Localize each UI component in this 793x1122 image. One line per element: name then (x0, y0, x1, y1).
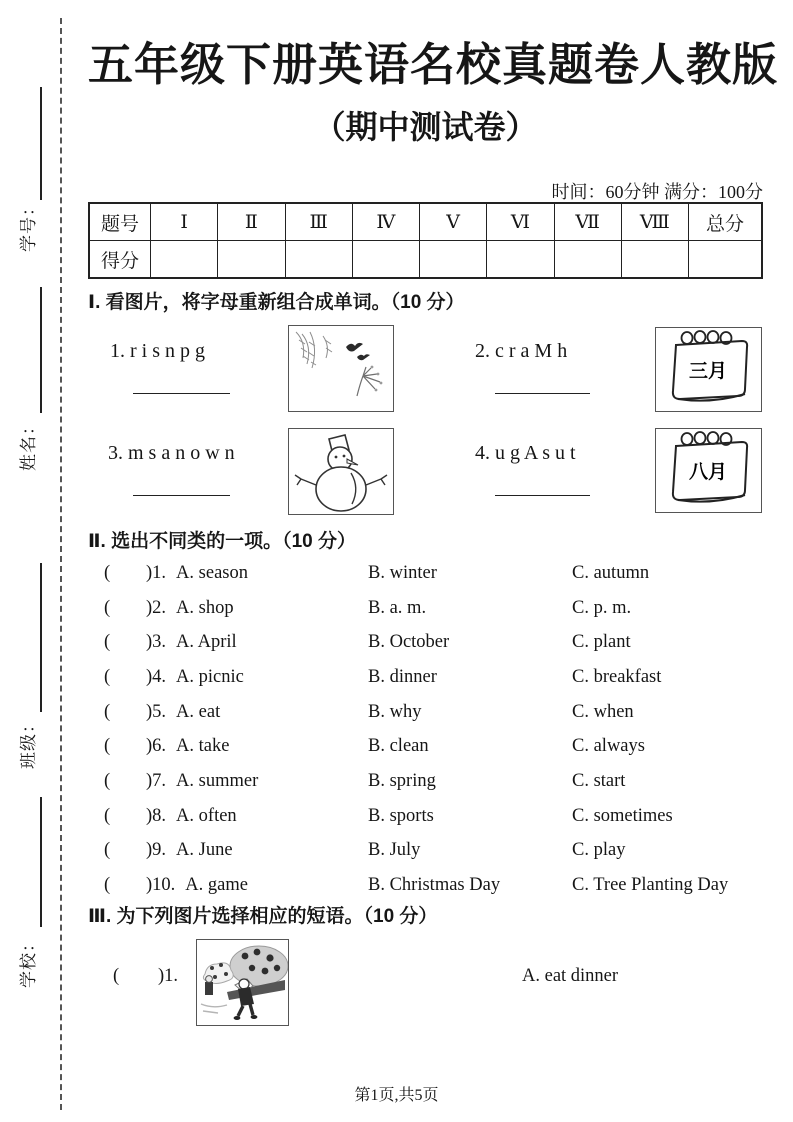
section2-heading: Ⅱ. 选出不同类的一项。（10 分） (88, 531, 356, 552)
bird-icon (346, 343, 363, 352)
question-row (104, 556, 744, 591)
calendar-month-text: 八月 (688, 462, 728, 483)
answer-line (495, 393, 590, 394)
question-left-col (104, 563, 368, 584)
score-empty-cell (352, 241, 419, 279)
question-row (104, 591, 744, 626)
answer-blank: ( (104, 562, 111, 583)
class-blank-line (40, 563, 42, 712)
option-b: B. clean (368, 736, 429, 757)
class-label: 班级： (18, 715, 38, 769)
spring-scene-drawing (289, 326, 393, 411)
score-table-header-row (89, 203, 762, 241)
answer-blank: ( (104, 875, 111, 896)
apple-picking-drawing (197, 940, 288, 1025)
score-table-cell: Ⅵ (487, 203, 554, 241)
option-c: C. Tree Planting Day (572, 875, 729, 896)
option-a: A. shop (176, 597, 234, 618)
question-row (104, 799, 744, 834)
question-row (104, 868, 744, 903)
question-number: )2. (146, 597, 167, 618)
section3-heading: Ⅲ. 为下列图片选择相应的短语。（10 分） (88, 906, 438, 927)
score-empty-cell (554, 241, 621, 279)
unscramble-item-2: 2. c r a M h (475, 340, 568, 362)
question-number: )8. (146, 805, 167, 826)
question-row (104, 660, 744, 695)
answer-blank: ( (104, 597, 111, 618)
question-left-col (104, 702, 368, 723)
answer-line (133, 393, 230, 394)
unscramble-item-1: 1. r i s n p g (110, 340, 205, 362)
score-table-cell: 总分 (689, 203, 763, 241)
answer-blank: ( (104, 666, 111, 687)
question-row (104, 764, 744, 799)
question-left-col (104, 771, 368, 792)
question-number: )5. (146, 701, 167, 722)
question-row (104, 695, 744, 730)
question-row (104, 729, 744, 764)
question-number: )1. (158, 966, 179, 986)
option-a: A. summer (176, 770, 259, 791)
paper-title: 五年级下册英语名校真题卷人教版 (88, 40, 779, 90)
question-number: )3. (146, 632, 167, 653)
question-number: )9. (146, 840, 167, 861)
bird-icon (357, 354, 370, 360)
unscramble-item-4: 4. u g A s u t (475, 442, 576, 464)
option-b: B. sports (368, 805, 434, 826)
question-number: )7. (146, 770, 167, 791)
student-number-blank-line (40, 87, 42, 200)
option-b: B. spring (368, 770, 436, 791)
apple-picking-image (196, 939, 289, 1026)
question-left-col (104, 840, 368, 861)
score-table (88, 202, 763, 279)
question-row (104, 834, 744, 869)
answer-blank: ( (104, 770, 111, 791)
option-c: C. start (572, 770, 626, 791)
august-calendar-image (655, 428, 762, 513)
option-c: C. plant (572, 632, 631, 653)
option-c: C. always (572, 736, 645, 757)
option-a: A. picnic (176, 666, 244, 687)
score-table-cell: Ⅰ (151, 203, 218, 241)
spring-image (288, 325, 394, 412)
question-left-col (104, 875, 368, 896)
answer-blank: ( (104, 632, 111, 653)
paper-subtitle: （期中测试卷） (313, 109, 538, 145)
score-table-cell: Ⅴ (420, 203, 487, 241)
march-calendar-image (655, 327, 762, 412)
score-empty-cell (285, 241, 352, 279)
option-a: A. eat (176, 701, 221, 722)
score-row-label: 得分 (89, 241, 151, 279)
option-c: C. p. m. (572, 597, 632, 618)
option-c: C. autumn (572, 562, 650, 583)
section2-question-list (104, 556, 744, 903)
unscramble-item-3: 3. m s a n o w n (108, 442, 235, 464)
snowman-image (288, 428, 394, 515)
answer-blank: ( (104, 701, 111, 722)
phrase-option-a: A. eat dinner (522, 966, 619, 986)
question-row (104, 625, 744, 660)
time-and-score-info: 时间：60分钟 满分：100分 (551, 182, 763, 202)
answer-blank: ( (104, 736, 111, 757)
score-empty-cell (487, 241, 554, 279)
option-a: A. take (176, 736, 230, 757)
option-b: B. dinner (368, 666, 437, 687)
option-b: B. Christmas Day (368, 875, 501, 896)
score-table-cell: Ⅲ (285, 203, 352, 241)
question-left-col (104, 598, 368, 619)
option-a: A. often (176, 805, 237, 826)
name-blank-line (40, 287, 42, 413)
option-b: B. why (368, 701, 422, 722)
option-a: A. June (176, 840, 233, 861)
option-c: C. when (572, 701, 634, 722)
calendar-drawing (656, 328, 761, 411)
question-number: )6. (146, 736, 167, 757)
answer-blank: ( (113, 966, 120, 986)
score-table-cell: Ⅱ (218, 203, 285, 241)
page-number: 第1页,共5页 (354, 1087, 439, 1104)
option-a: A. game (185, 875, 248, 896)
question-left-col (104, 806, 368, 827)
score-empty-cell (689, 241, 763, 279)
school-blank-line (40, 797, 42, 927)
option-a: A. season (176, 562, 248, 583)
score-empty-cell (151, 241, 218, 279)
section1-heading: Ⅰ. 看图片，将字母重新组合成单词。（10 分） (88, 292, 465, 313)
question-left-col (104, 736, 368, 757)
option-b: B. a. m. (368, 597, 427, 618)
question-left-col (104, 632, 368, 653)
question-number: )4. (146, 666, 167, 687)
score-table-cell: Ⅷ (621, 203, 688, 241)
option-c: C. breakfast (572, 666, 662, 687)
option-c: C. sometimes (572, 805, 673, 826)
question-left-col (104, 667, 368, 688)
option-b: B. winter (368, 562, 437, 583)
answer-blank: ( (104, 840, 111, 861)
school-label: 学校： (18, 934, 38, 988)
score-empty-cell (621, 241, 688, 279)
score-empty-cell (420, 241, 487, 279)
answer-blank: ( (104, 805, 111, 826)
question-number: )1. (146, 562, 167, 583)
answer-line (495, 495, 590, 496)
option-b: B. October (368, 632, 450, 653)
calendar-month-text: 三月 (688, 361, 728, 382)
score-table-cell: Ⅶ (554, 203, 621, 241)
student-number-label: 学号： (18, 198, 38, 252)
score-empty-cell (218, 241, 285, 279)
binding-dashed-line (60, 18, 62, 1110)
snowman-drawing (289, 429, 393, 514)
score-table-score-row (89, 241, 762, 279)
option-c: C. play (572, 840, 626, 861)
answer-line (133, 495, 230, 496)
option-b: B. July (368, 840, 421, 861)
option-a: A. April (176, 632, 237, 653)
score-table-cell: Ⅳ (352, 203, 419, 241)
score-table-cell: 题号 (89, 203, 151, 241)
question-number: )10. (146, 875, 176, 896)
name-label: 姓名： (18, 417, 38, 471)
calendar-drawing (656, 429, 761, 512)
